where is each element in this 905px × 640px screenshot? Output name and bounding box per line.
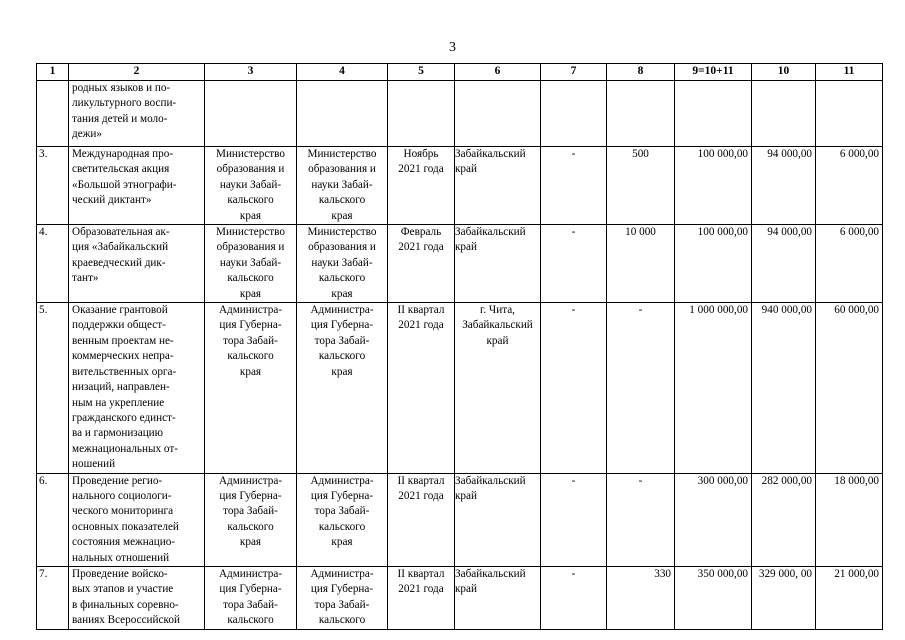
event-name: Оказание грантовой поддержки общест- венным проектам не- коммерческих непра- вительственных орга- низаций, направлен- ным на укрепление гражданского единст- ва и гармонизацию межнациональных от- ношений xyxy=(69,303,205,473)
col-10-amount: 940 000,00 xyxy=(752,303,816,473)
responsible: Министерство образования и науки Забай- кальского края xyxy=(205,147,297,225)
table-row xyxy=(37,81,883,147)
table-row xyxy=(37,147,883,225)
row-number xyxy=(37,81,69,147)
table-row xyxy=(37,303,883,473)
header-col-2: 2 xyxy=(69,64,205,81)
responsible: Администра- ция Губерна- тора Забай- кальского xyxy=(205,566,297,629)
col-8-value xyxy=(607,81,675,147)
row-number: 7. xyxy=(37,566,69,629)
event-name: Международная про- светительская акция «Большой этнографи- ческий диктант» xyxy=(69,147,205,225)
col-11-amount: 6 000,00 xyxy=(816,147,883,225)
header-col-8: 8 xyxy=(607,64,675,81)
col-7-value: - xyxy=(541,225,607,303)
organizer: Министерство образования и науки Забай- кальского края xyxy=(297,147,388,225)
col-10-amount xyxy=(752,81,816,147)
header-col-7: 7 xyxy=(541,64,607,81)
col-10-amount: 282 000,00 xyxy=(752,473,816,566)
col-10-amount: 94 000,00 xyxy=(752,147,816,225)
header-row xyxy=(37,64,883,81)
table-row xyxy=(37,566,883,629)
col-11-amount: 60 000,00 xyxy=(816,303,883,473)
organizer: Администра- ция Губерна- тора Забай- кальского края xyxy=(297,473,388,566)
col-8-value: 10 000 xyxy=(607,225,675,303)
place: Забайкальский край xyxy=(455,225,541,303)
col-8-value: - xyxy=(607,303,675,473)
total-amount: 100 000,00 xyxy=(675,147,752,225)
organizer xyxy=(297,81,388,147)
event-name: родных языков и по- ликультурного воспи- тания детей и моло- дежи» xyxy=(69,81,205,147)
header-col-1: 1 xyxy=(37,64,69,81)
place: Забайкальский край xyxy=(455,147,541,225)
col-8-value: 500 xyxy=(607,147,675,225)
col-10-amount: 94 000,00 xyxy=(752,225,816,303)
total-amount xyxy=(675,81,752,147)
total-amount: 100 000,00 xyxy=(675,225,752,303)
table-row xyxy=(37,225,883,303)
col-7-value: - xyxy=(541,566,607,629)
header-col-5: 5 xyxy=(388,64,455,81)
header-col-3: 3 xyxy=(205,64,297,81)
col-7-value: - xyxy=(541,147,607,225)
place xyxy=(455,81,541,147)
place: Забайкальский край xyxy=(455,566,541,629)
date xyxy=(388,81,455,147)
col-8-value: - xyxy=(607,473,675,566)
event-name: Проведение войско- вых этапов и участие в финальных соревно- ваниях Всероссийской xyxy=(69,566,205,629)
col-11-amount xyxy=(816,81,883,147)
page-number: 3 xyxy=(449,40,456,55)
place: г. Чита, Забайкальский край xyxy=(455,303,541,473)
date: II квартал 2021 года xyxy=(388,473,455,566)
responsible: Администра- ция Губерна- тора Забай- кальского края xyxy=(205,473,297,566)
row-number: 5. xyxy=(37,303,69,473)
total-amount: 1 000 000,00 xyxy=(675,303,752,473)
col-7-value: - xyxy=(541,303,607,473)
total-amount: 300 000,00 xyxy=(675,473,752,566)
responsible: Администра- ция Губерна- тора Забай- кальского края xyxy=(205,303,297,473)
place: Забайкальский край xyxy=(455,473,541,566)
event-name: Образовательная ак- ция «Забайкальский краеведческий дик- тант» xyxy=(69,225,205,303)
event-name: Проведение регио- нального социологи- ческого мониторинга основных показателей состояния межнацио- нальных отношений xyxy=(69,473,205,566)
responsible xyxy=(205,81,297,147)
total-amount: 350 000,00 xyxy=(675,566,752,629)
col-7-value xyxy=(541,81,607,147)
organizer: Администра- ция Губерна- тора Забай- кальского xyxy=(297,566,388,629)
row-number: 4. xyxy=(37,225,69,303)
organizer: Администра- ция Губерна- тора Забай- кальского края xyxy=(297,303,388,473)
col-7-value: - xyxy=(541,473,607,566)
date: Февраль 2021 года xyxy=(388,225,455,303)
row-number: 3. xyxy=(37,147,69,225)
col-8-value: 330 xyxy=(607,566,675,629)
col-10-amount: 329 000, 00 xyxy=(752,566,816,629)
col-11-amount: 21 000,00 xyxy=(816,566,883,629)
events-table xyxy=(36,63,883,630)
header-col-4: 4 xyxy=(297,64,388,81)
responsible: Министерство образования и науки Забай- кальского края xyxy=(205,225,297,303)
date: Ноябрь 2021 года xyxy=(388,147,455,225)
col-11-amount: 18 000,00 xyxy=(816,473,883,566)
header-col-10: 10 xyxy=(752,64,816,81)
table-row xyxy=(37,473,883,566)
header-col-11: 11 xyxy=(816,64,883,81)
header-col-6: 6 xyxy=(455,64,541,81)
row-number: 6. xyxy=(37,473,69,566)
header-col-9: 9=10+11 xyxy=(675,64,752,81)
date: II квартал 2021 года xyxy=(388,303,455,473)
organizer: Министерство образования и науки Забай- кальского края xyxy=(297,225,388,303)
col-11-amount: 6 000,00 xyxy=(816,225,883,303)
date: II квартал 2021 года xyxy=(388,566,455,629)
